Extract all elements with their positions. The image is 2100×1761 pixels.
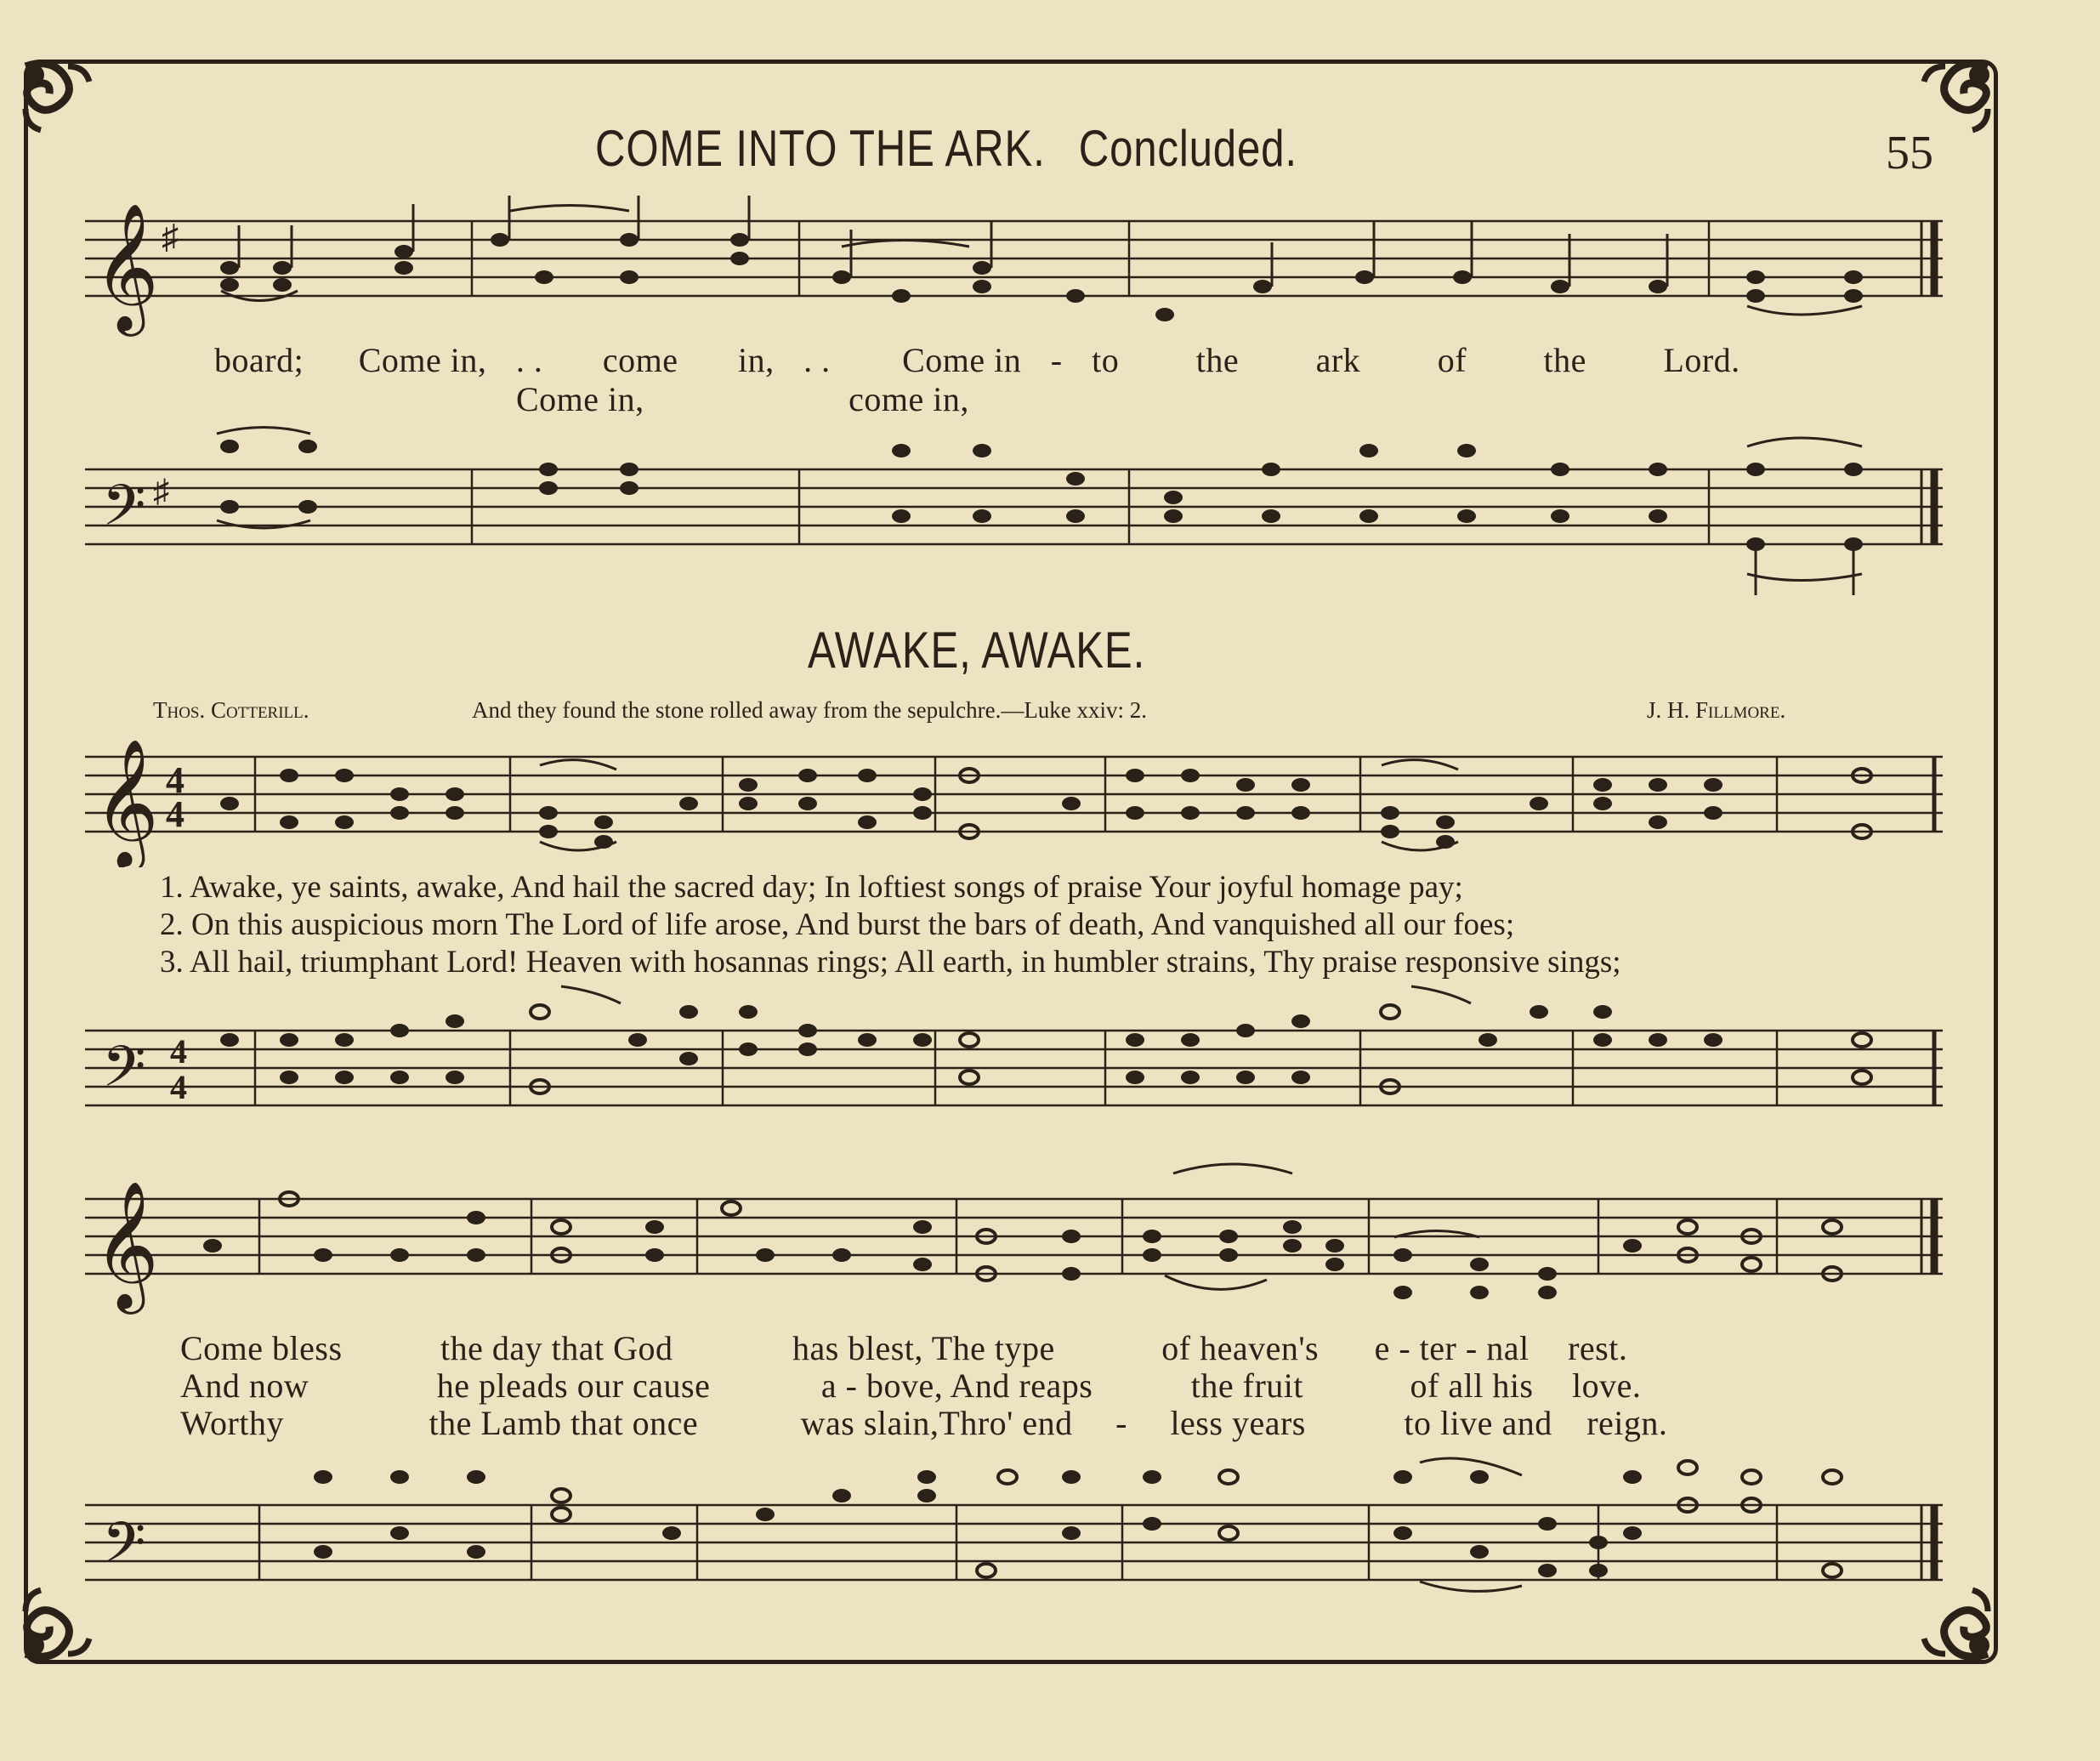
svg-text:4: 4: [166, 793, 184, 835]
continued-suffix: Concluded.: [1078, 120, 1297, 177]
ark-lyrics-line-1: board; Come in, . . come in, . . Come in - to the ark of the Lord.: [214, 341, 1740, 379]
music-staff-bass: [85, 978, 1943, 1122]
bass-clef-icon: 𝄢: [102, 1510, 146, 1589]
song-title-continued: COME INTO THE ARK.: [595, 120, 1046, 177]
bass-clef-icon: 𝄢: [102, 473, 146, 552]
music-staff-treble: [85, 196, 1943, 349]
staff-system-awake-1-treble: [85, 731, 1943, 867]
lyricist: Thos. Cotterill.: [153, 697, 309, 723]
music-staff-bass: [85, 1446, 1943, 1599]
svg-text:♯: ♯: [162, 218, 179, 256]
refrain-verse-3: Worthy the Lamb that once was slain,Thro' end - less years to live and reign.: [180, 1404, 1668, 1442]
staff-system-ark: [85, 196, 1943, 349]
verse-2-line: 2. On this auspicious morn The Lord of life arose, And burst the bars of death, And vanquished all our foes;: [160, 907, 1515, 942]
staff-system-awake-1-bass: [85, 978, 1943, 1122]
treble-clef-icon: 𝄞: [94, 737, 159, 866]
verse-1-line: 1. Awake, ye saints, awake, And hail the sacred day; In loftiest songs of praise Your joyful homage pay;: [160, 870, 1463, 905]
verse-3-line: 3. All hail, triumphant Lord! Heaven with hosannas rings; All earth, in humbler strains, Thy praise responsive sings;: [160, 945, 1621, 980]
scripture-epigraph: And they found the stone rolled away from the sepulchre.—Luke xxiv: 2.: [472, 697, 1148, 723]
treble-clef-icon: 𝄞: [94, 1179, 159, 1309]
song-title: AWAKE, AWAKE.: [808, 622, 1146, 679]
corner-flourish-icon: [17, 58, 111, 151]
page-number: 55: [1886, 127, 1933, 179]
ark-lyrics-line-2: Come in, come in,: [516, 380, 969, 418]
svg-text:♯: ♯: [153, 474, 169, 509]
treble-clef-icon: 𝄞: [94, 202, 159, 331]
staff-system-ark-bass: [85, 425, 1943, 595]
refrain-verse-1: Come bless the day that God has blest, The type of heaven's e - ter - nal rest.: [180, 1329, 1628, 1367]
staff-system-awake-2-bass: [85, 1446, 1943, 1599]
svg-text:4: 4: [170, 1032, 187, 1071]
music-staff-treble: [85, 731, 1943, 867]
staff-system-awake-2-treble: [85, 1156, 1943, 1318]
svg-text:4: 4: [170, 1068, 187, 1106]
music-staff-bass: [85, 425, 1943, 595]
music-staff-treble: [85, 1156, 1943, 1318]
bass-clef-icon: 𝄢: [102, 1034, 146, 1113]
running-title: [595, 119, 1297, 178]
refrain-verse-2: And now he pleads our cause a - bove, And reaps the fruit of all his love.: [180, 1366, 1642, 1405]
composer: J. H. Fillmore.: [1647, 697, 1786, 723]
time-signature: 4: [166, 759, 184, 801]
